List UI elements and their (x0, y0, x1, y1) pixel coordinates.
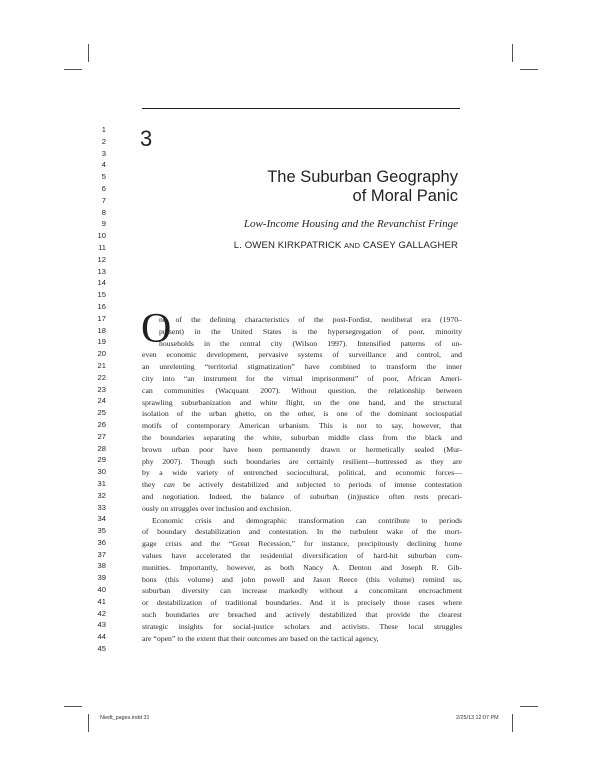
line-number: 22 (97, 372, 106, 382)
author-name: L. OWEN KIRKPATRICK (233, 240, 342, 251)
body-line: city into “an instrument for the virtual imprisonment” of poor, African Ameri- (142, 373, 462, 383)
line-number: 24 (97, 396, 106, 406)
body-line: even economic development, pervasive systems of surveillance and control, and (142, 350, 462, 360)
emphasis: are (208, 609, 219, 619)
line-number: 42 (97, 608, 106, 618)
line-numbers (82, 124, 106, 655)
body-line: motifs of contemporary American urbanism. This is not to say, however, that (142, 421, 462, 431)
footer-file-name: Niedt_pages.indd 31 (100, 715, 150, 721)
crop-mark (64, 706, 82, 707)
line-number: 14 (97, 278, 106, 288)
body-line: sprawling suburbanization and white flight, on the one hand, and the structural (142, 397, 462, 407)
line-number: 18 (97, 325, 106, 335)
body-line: such boundaries are breached and actively destabilized that provide the clearest (142, 609, 462, 619)
chapter-authors (138, 240, 458, 251)
line-number: 25 (97, 408, 106, 418)
body-line: bons (this volume) and john powell and Jason Reece (this volume) remind us, (142, 574, 462, 584)
line-number: 1 (101, 125, 106, 134)
line-number: 43 (97, 620, 106, 630)
line-number: 3 (101, 148, 106, 158)
line-number: 5 (101, 172, 106, 182)
line-number: 39 (97, 573, 106, 583)
line-number: 4 (101, 160, 106, 170)
crop-mark (64, 69, 82, 70)
line-number: 16 (97, 301, 106, 311)
line-number: 29 (97, 455, 106, 465)
chapter-title-line: The Suburban Geography (267, 168, 458, 186)
body-line: values have accelerated the residential diversification of hard-hit suburban com- (142, 550, 462, 560)
body-line: or destabilization of traditional boundaries. And it is precisely those cases where (142, 598, 462, 608)
body-line: strategic insights for social-justice scholars and activists. These local struggles (142, 621, 462, 631)
line-number: 19 (97, 337, 106, 347)
line-number: 28 (97, 443, 106, 453)
body-line: an unrelenting “territorial stigmatization” have combined to transform the inner (142, 362, 462, 372)
chapter-title (158, 168, 458, 206)
author-name: CASEY GALLAGHER (362, 240, 458, 251)
line-number: 31 (97, 478, 106, 488)
body-line: of boundary destabilization and contestation. In the turbulent wake of the mort- (142, 527, 462, 537)
line-number: 33 (97, 502, 106, 512)
line-number: 15 (97, 290, 106, 300)
crop-mark (512, 714, 513, 732)
crop-mark (520, 69, 538, 70)
line-number: 38 (97, 561, 106, 571)
line-number: 20 (97, 349, 106, 359)
line-number: 36 (97, 537, 106, 547)
line-number: 35 (97, 526, 106, 536)
line-number: 21 (97, 360, 106, 370)
line-number: 44 (97, 632, 106, 642)
body-line: by a wide variety of entrenched sociocultural, political, and economic forces— (142, 468, 462, 478)
footer-timestamp: 2/25/13 12:07 PM (456, 715, 499, 721)
body-line: they can be actively destabilized and subjected to periods of intense contestation (142, 480, 462, 490)
body-line: and negotiation. Indeed, the balance of suburban (in)justice often rests precari- (142, 491, 462, 501)
crop-mark (512, 44, 513, 62)
body-line: phy 2007). Though such boundaries are certainly resilient—buttressed as they are (142, 456, 462, 466)
line-number: 26 (97, 419, 106, 429)
line-number: 12 (97, 254, 106, 264)
body-line: ne of the defining characteristics of the post-Fordist, neoliberal era (1970– (159, 315, 462, 324)
body-line: brown urban poor have been permanently drawn or hermetically sealed (Mur- (142, 444, 462, 454)
chapter-title-line: of Moral Panic (352, 187, 458, 205)
line-number: 10 (97, 231, 106, 241)
body-line: munities. Importantly, however, as both Nancy A. Denton and Joseph R. Gib- (142, 562, 462, 572)
line-number: 40 (97, 585, 106, 595)
line-number: 17 (97, 313, 106, 323)
line-number: 32 (97, 490, 106, 500)
body-line: present) in the United States is the hypersegregation of poor, minority (159, 326, 462, 336)
emphasis: can (163, 480, 175, 490)
line-number: 23 (97, 384, 106, 394)
chapter-top-rule (142, 108, 460, 109)
crop-mark (88, 714, 89, 732)
line-number: 30 (97, 467, 106, 477)
body-line: households in the central city (Wilson 1997). Intensified patterns of un- (159, 338, 462, 348)
author-conjunction: AND (344, 241, 361, 250)
body-line: ously on struggles over inclusion and exclusion. (142, 503, 292, 513)
crop-mark (88, 44, 89, 62)
body-text (142, 314, 462, 644)
line-number: 2 (101, 136, 106, 146)
body-line: Economic crisis and demographic transformation can contribute to periods (152, 515, 462, 525)
body-line: are “open” to the extent that their outcomes are based on the tactical agency, (142, 633, 379, 643)
drop-cap: O (141, 306, 172, 352)
line-number: 13 (97, 266, 106, 276)
line-number: 34 (97, 514, 106, 524)
chapter-subtitle: Low-Income Housing and the Revanchist Fringe (243, 218, 458, 230)
body-line: isolation of the urban ghetto, on the other, is one of the dominant sociospatial (142, 409, 462, 419)
body-line: suburban diversity can increase markedly without a concomitant encroachment (142, 586, 462, 596)
line-number: 41 (97, 596, 106, 606)
chapter-number: 3 (140, 126, 153, 151)
line-number: 37 (97, 549, 106, 559)
line-number: 9 (101, 219, 106, 229)
line-number: 45 (97, 644, 106, 654)
body-line: gage crisis and the “Great Recession,” for instance, precipitously declining home (142, 539, 462, 549)
body-line: the boundaries separating the white, suburban middle class from the black and (142, 432, 462, 442)
line-number: 8 (101, 207, 106, 217)
line-number: 27 (97, 431, 106, 441)
crop-mark (520, 706, 538, 707)
line-number: 11 (98, 242, 106, 252)
line-number: 7 (101, 195, 106, 205)
line-number: 6 (101, 183, 106, 193)
body-line: can communities (Wacquant 2007). Without question, the relationship between (142, 385, 462, 395)
